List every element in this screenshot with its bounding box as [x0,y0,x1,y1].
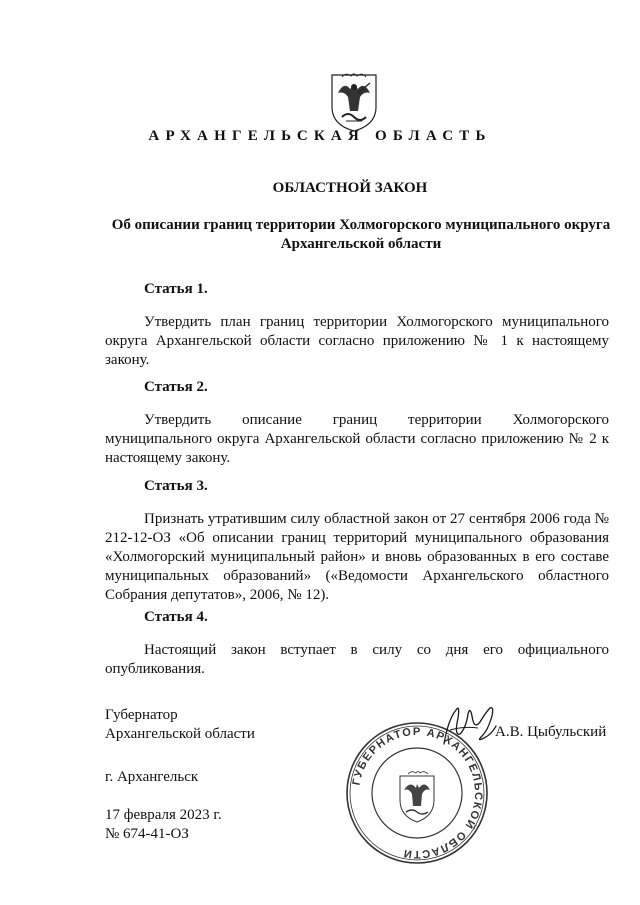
coat-of-arms-emblem [328,71,380,133]
article-4-text: Настоящий закон вступает в силу со дня его официального опубликования. [105,642,609,677]
article-3-text: Признать утратившим силу областной закон от 27 сентября 2006 года № 212-12-ОЗ «Об описании границ территорий муниципального образования «Холмогорский муниципальный район» и вновь образованных в его составе муниципальных образований» («Ведомости Архангельского областного Собрания депутатов», 2006, № 12). [105,511,609,603]
law-number: № 674-41-ОЗ [105,826,189,842]
document-title-line-1: Об описании границ территории Холмогорского муниципального округа [111,217,611,233]
law-date: 17 февраля 2023 г. [105,807,222,823]
article-3-heading: Статья 3. [144,478,208,494]
stamp-text: ГУБЕРНАТОР АРХАНГЕЛЬСКОЙ ОБЛАСТИ [350,725,485,861]
arkhangelsk-coat-of-arms-icon [328,71,380,133]
city: г. Архангельск [105,769,199,785]
governor-position [105,706,255,744]
document-title-line-2: Архангельской области [280,236,442,252]
handwritten-signature [438,700,500,754]
article-1-heading: Статья 1. [144,281,208,297]
law-date-number [105,806,222,844]
article-4-heading: Статья 4. [144,609,208,625]
document-title [96,216,626,254]
article-1-text: Утвердить план границ территории Холмогорского муниципального округа Архангельской области согласно приложению № 1 к настоящему закону. [105,314,609,368]
governor-position-line-2: Архангельской области [105,726,255,742]
governor-position-line-1: Губернатор [105,707,178,723]
article-2-text: Утвердить описание границ территории Холмогорского муниципального округа Архангельской области согласно приложению № 2 к настоящему закону. [105,412,609,466]
article-2-heading: Статья 2. [144,379,208,395]
signature-icon [438,700,500,754]
region-name: АРХАНГЕЛЬСКАЯ ОБЛАСТЬ [148,128,492,144]
document-type: ОБЛАСТНОЙ ЗАКОН [272,180,428,196]
governor-name: А.В. Цыбульский [495,724,607,740]
